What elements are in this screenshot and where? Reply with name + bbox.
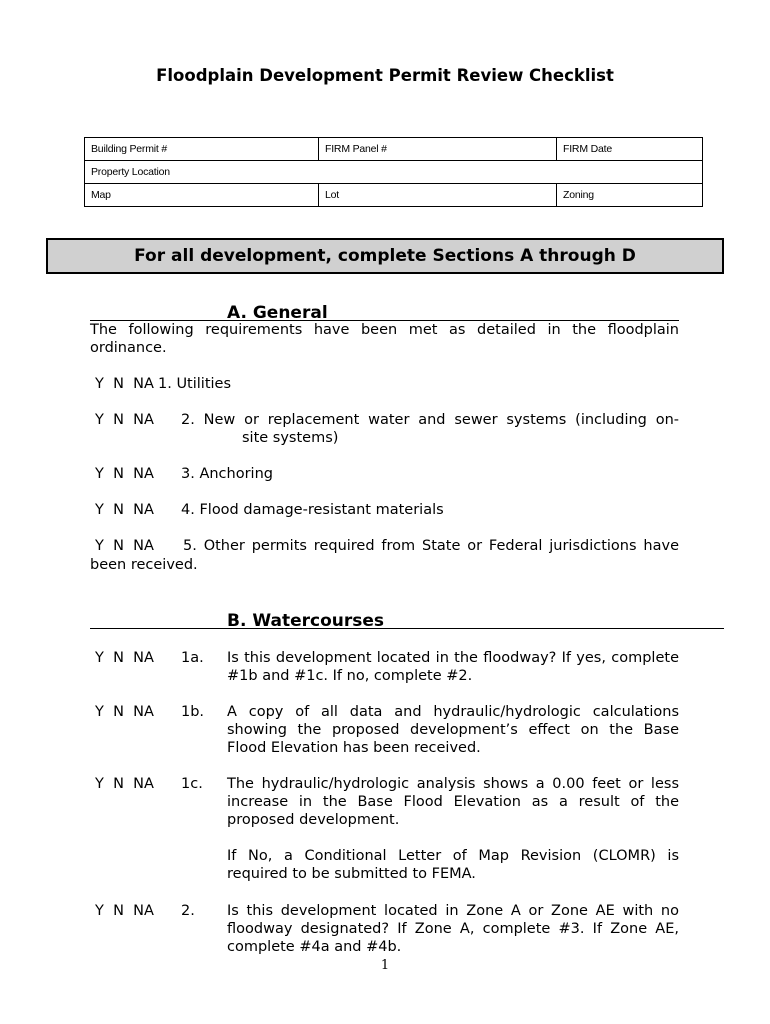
item-a1: 1. Utilities bbox=[158, 376, 232, 392]
item-b1c-text: The hydraulic/hydrologic analysis shows a 0.00 feet or less increase in the Base Flood Elevation as a result of the proposed development. bbox=[227, 776, 679, 828]
yn-options[interactable]: Y N NA bbox=[95, 376, 154, 392]
firm-date-cell[interactable]: FIRM Date bbox=[557, 138, 703, 161]
page-title: Floodplain Development Permit Review Checklist bbox=[156, 66, 614, 85]
section-b-title: B. Watercourses bbox=[227, 611, 385, 631]
section-a-title: A. General bbox=[227, 303, 328, 323]
yn-options[interactable]: Y N NA bbox=[95, 502, 154, 518]
section-a-heading bbox=[90, 299, 679, 321]
item-b1c-number: 1c. bbox=[181, 776, 203, 792]
yn-options[interactable]: Y N NA bbox=[95, 704, 154, 720]
page-number: 1 bbox=[380, 958, 390, 973]
item-b1b-number: 1b. bbox=[181, 704, 205, 720]
property-location-cell[interactable]: Property Location bbox=[85, 161, 703, 184]
item-b1a-number: 1a. bbox=[181, 650, 204, 666]
zoning-cell[interactable]: Zoning bbox=[557, 184, 703, 207]
item-a2-cont: site systems) bbox=[242, 430, 339, 446]
firm-panel-cell[interactable]: FIRM Panel # bbox=[319, 138, 557, 161]
item-a5-cont: been received. bbox=[90, 557, 198, 573]
section-b-heading bbox=[90, 607, 724, 629]
section-a-intro: The following requirements have been met as detailed in the floodplain ordinance. bbox=[90, 322, 679, 356]
permit-info-table bbox=[84, 137, 703, 207]
item-a4: 4. Flood damage-resistant materials bbox=[181, 502, 444, 518]
item-b1c-note: If No, a Conditional Letter of Map Revision (CLOMR) is required to be submitted to FEMA. bbox=[227, 848, 679, 882]
yn-options[interactable]: Y N NA bbox=[95, 466, 154, 482]
item-a3: 3. Anchoring bbox=[181, 466, 273, 482]
yn-options[interactable]: Y N NA bbox=[95, 412, 154, 428]
item-b1a-text: Is this development located in the floodway? If yes, complete #1b and #1c. If no, complete #2. bbox=[227, 650, 679, 684]
yn-options[interactable]: Y N NA bbox=[95, 776, 154, 792]
item-a2: 2. New or replacement water and sewer systems (including on- bbox=[181, 412, 679, 428]
item-a5: 5. Other permits required from State or Federal jurisdictions have bbox=[183, 538, 679, 554]
lot-cell[interactable]: Lot bbox=[319, 184, 557, 207]
yn-options[interactable]: Y N NA bbox=[95, 650, 154, 666]
building-permit-cell[interactable]: Building Permit # bbox=[85, 138, 319, 161]
yn-options[interactable]: Y N NA bbox=[95, 903, 154, 919]
item-b1b-text: A copy of all data and hydraulic/hydrologic calculations showing the proposed development’s effect on the Base Flood Elevation has been received. bbox=[227, 704, 679, 756]
item-b2-text: Is this development located in Zone A or Zone AE with no floodway designated? If Zone A, complete #3. If Zone AE, complete #4a and #4b. bbox=[227, 903, 679, 955]
instructions-banner: For all development, complete Sections A through D bbox=[46, 238, 724, 274]
item-b2-number: 2. bbox=[181, 903, 195, 919]
map-cell[interactable]: Map bbox=[85, 184, 319, 207]
yn-options[interactable]: Y N NA bbox=[95, 538, 154, 554]
